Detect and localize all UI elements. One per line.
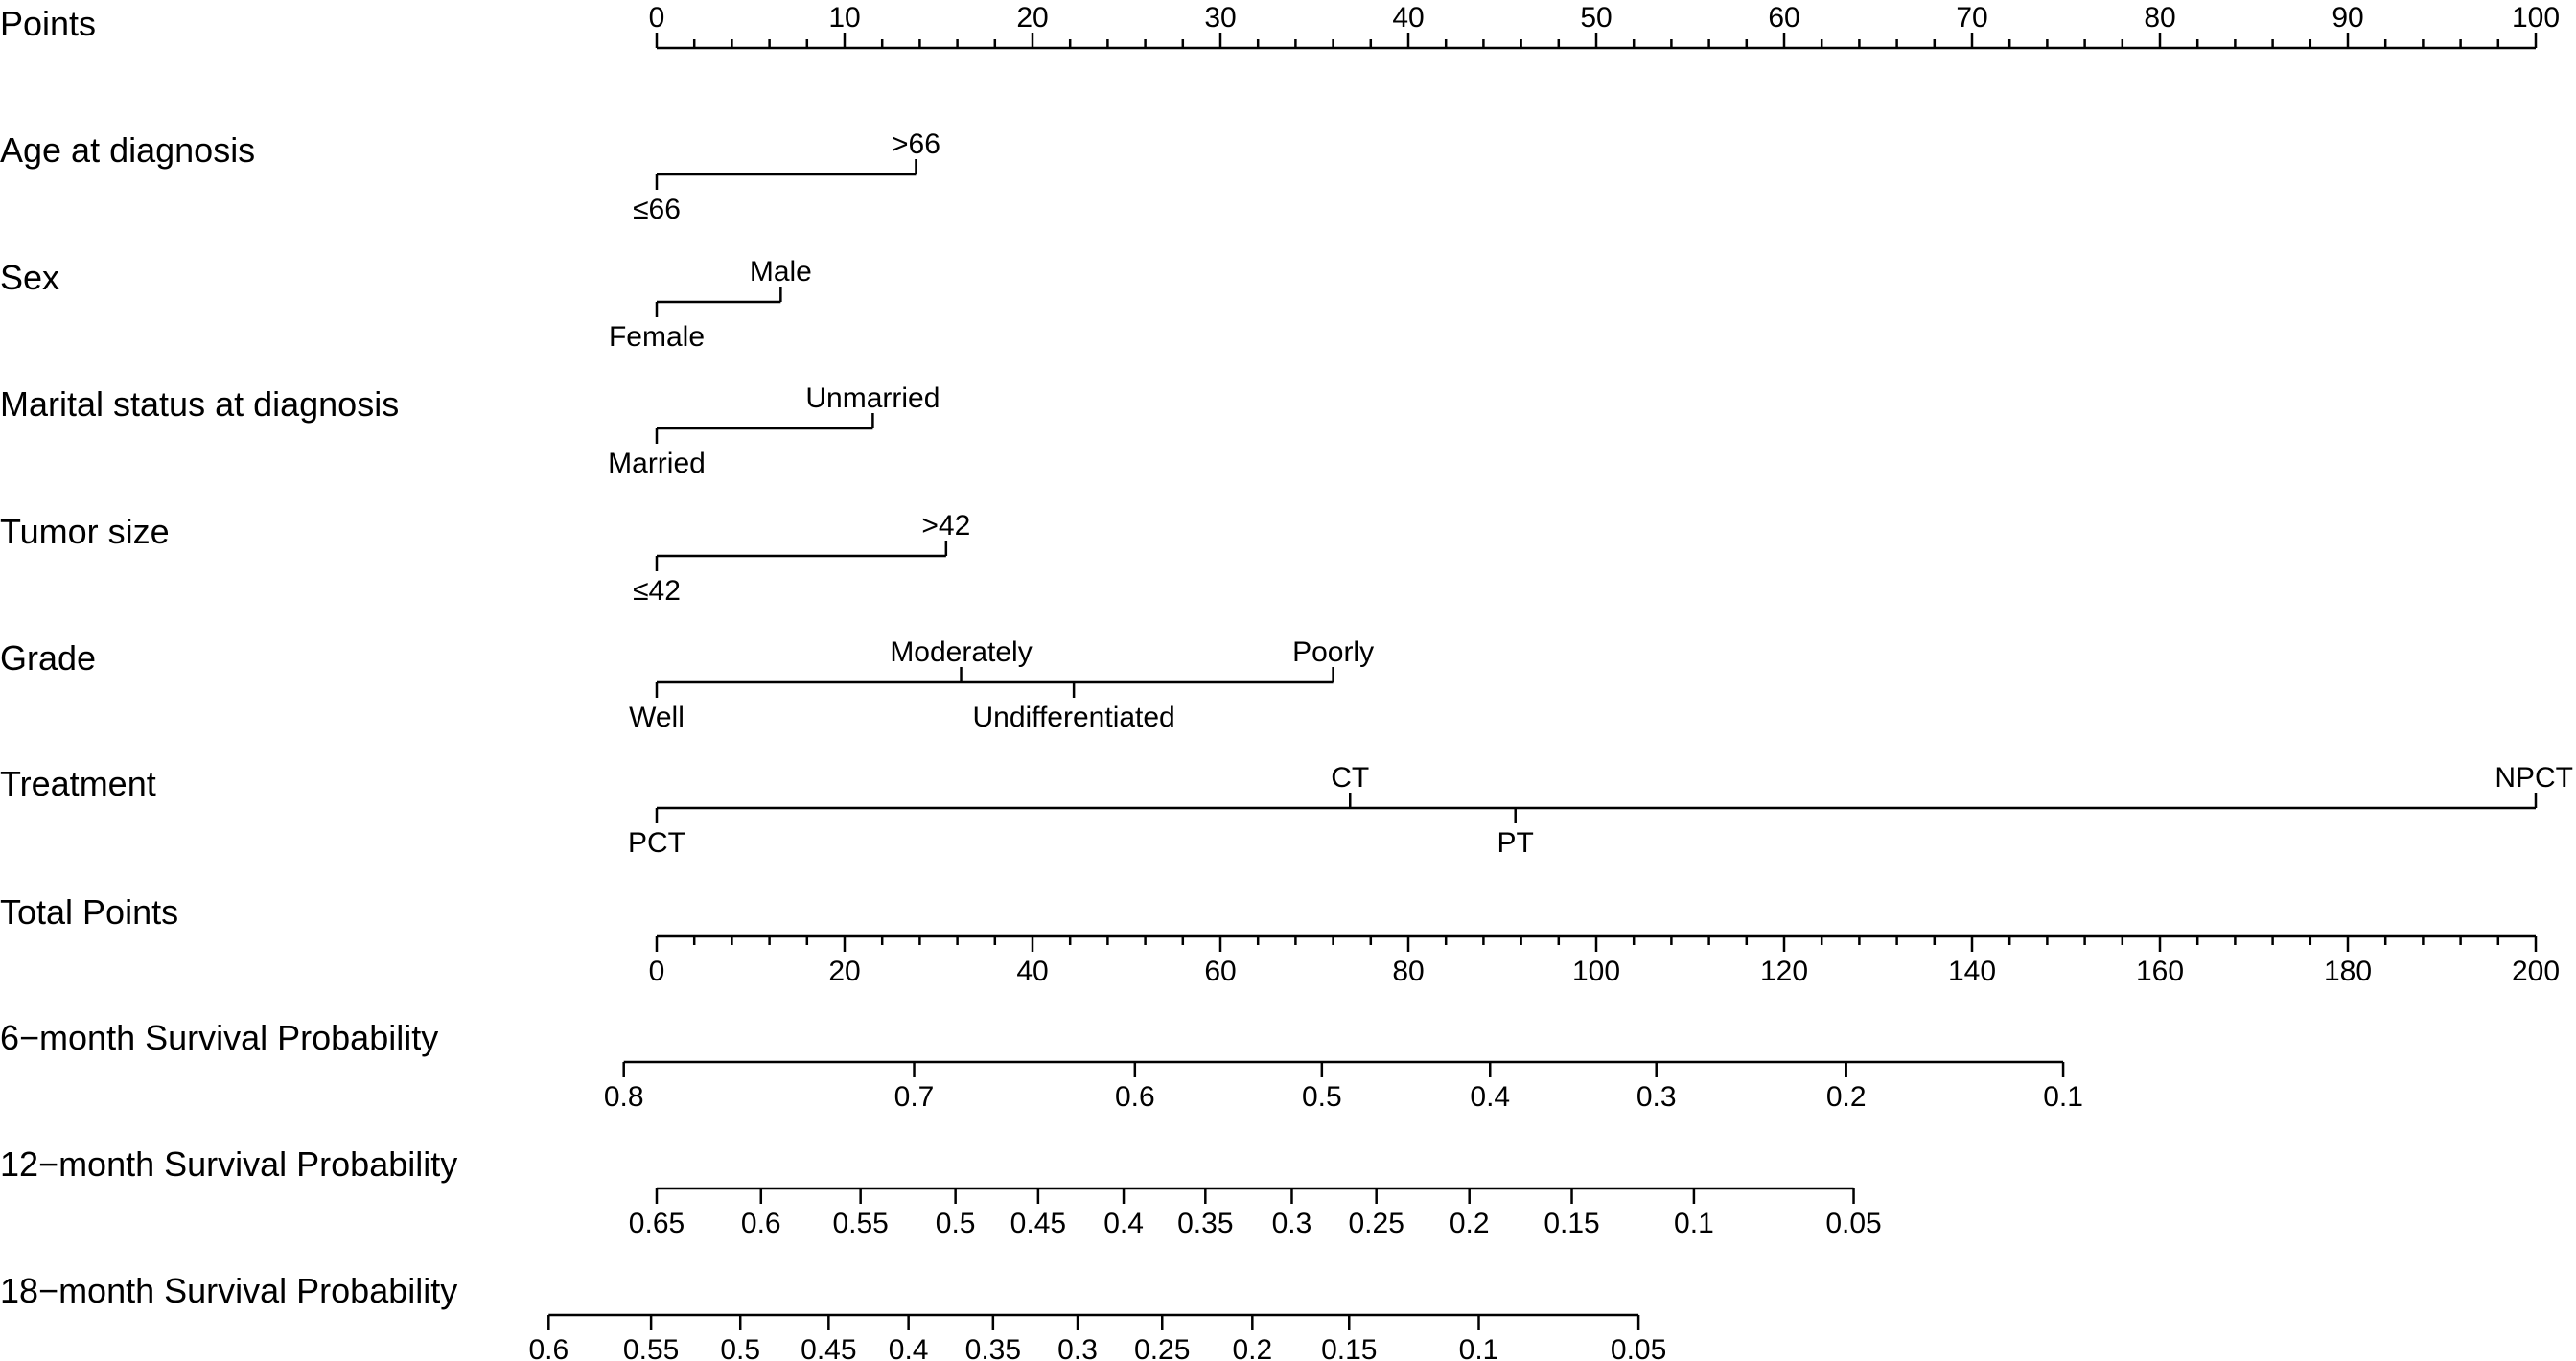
tick-label-points: 20 — [1016, 2, 1049, 34]
level-label-age-at-diagnosis: ≤66 — [633, 194, 681, 225]
prob-label-6-month-survival-probability: 0.1 — [2043, 1081, 2083, 1113]
row-label-points: Points — [0, 4, 97, 43]
row-label-18-month-survival-probability: 18−month Survival Probability — [0, 1271, 458, 1310]
row-label-total-points: Total Points — [0, 892, 179, 932]
tick-label-total-points: 120 — [1759, 956, 1809, 987]
prob-label-6-month-survival-probability: 0.4 — [1470, 1081, 1511, 1113]
level-label-grade: Well — [629, 702, 685, 733]
level-label-treatment: NPCT — [2495, 762, 2573, 794]
tick-label-total-points: 20 — [828, 956, 861, 987]
tick-label-total-points: 140 — [1947, 956, 1997, 987]
tick-label-points: 40 — [1392, 2, 1425, 34]
prob-label-6-month-survival-probability: 0.3 — [1636, 1081, 1677, 1113]
tick-label-points: 30 — [1204, 2, 1237, 34]
prob-label-18-month-survival-probability: 0.15 — [1321, 1334, 1378, 1361]
tick-label-points: 10 — [828, 2, 861, 34]
row-label-marital-status-at-diagnosis: Marital status at diagnosis — [0, 384, 400, 424]
prob-label-12-month-survival-probability: 0.55 — [832, 1208, 889, 1239]
level-label-marital-status-at-diagnosis: Married — [608, 448, 706, 479]
tick-label-points: 0 — [648, 2, 665, 34]
prob-label-6-month-survival-probability: 0.8 — [603, 1081, 644, 1113]
prob-label-12-month-survival-probability: 0.4 — [1103, 1208, 1144, 1239]
row-label-grade: Grade — [0, 638, 97, 678]
prob-label-12-month-survival-probability: 0.2 — [1449, 1208, 1490, 1239]
level-label-marital-status-at-diagnosis: Unmarried — [805, 382, 940, 414]
level-label-treatment: PCT — [628, 827, 685, 859]
tick-label-points: 80 — [2144, 2, 2176, 34]
tick-label-total-points: 200 — [2511, 956, 2561, 987]
level-label-tumor-size: >42 — [921, 510, 971, 542]
prob-label-18-month-survival-probability: 0.1 — [1458, 1334, 1499, 1361]
level-label-sex: Male — [749, 256, 812, 288]
row-label-sex: Sex — [0, 258, 60, 297]
tick-label-points: 70 — [1956, 2, 1988, 34]
level-label-grade: Undifferentiated — [972, 702, 1175, 733]
tick-label-total-points: 0 — [648, 956, 665, 987]
prob-label-6-month-survival-probability: 0.7 — [893, 1081, 935, 1113]
level-label-treatment: PT — [1497, 827, 1534, 859]
level-label-sex: Female — [608, 321, 706, 353]
row-label-treatment: Treatment — [0, 764, 156, 803]
tick-label-points: 50 — [1580, 2, 1613, 34]
prob-label-18-month-survival-probability: 0.55 — [622, 1334, 680, 1361]
prob-label-12-month-survival-probability: 0.1 — [1674, 1208, 1714, 1239]
tick-label-points: 60 — [1768, 2, 1800, 34]
prob-label-12-month-survival-probability: 0.45 — [1010, 1208, 1067, 1239]
prob-label-18-month-survival-probability: 0.3 — [1057, 1334, 1098, 1361]
tick-label-total-points: 160 — [2135, 956, 2185, 987]
row-label-tumor-size: Tumor size — [0, 512, 170, 551]
level-label-treatment: CT — [1331, 762, 1370, 794]
row-label-12-month-survival-probability: 12−month Survival Probability — [0, 1144, 458, 1184]
prob-label-6-month-survival-probability: 0.6 — [1114, 1081, 1155, 1113]
prob-label-18-month-survival-probability: 0.05 — [1610, 1334, 1667, 1361]
tick-label-points: 100 — [2511, 2, 2561, 34]
level-label-grade: Moderately — [890, 636, 1033, 668]
prob-label-18-month-survival-probability: 0.35 — [964, 1334, 1022, 1361]
tick-label-points: 90 — [2332, 2, 2364, 34]
prob-label-18-month-survival-probability: 0.2 — [1232, 1334, 1273, 1361]
prob-label-6-month-survival-probability: 0.5 — [1301, 1081, 1342, 1113]
row-label-6-month-survival-probability: 6−month Survival Probability — [0, 1018, 439, 1057]
tick-label-total-points: 40 — [1016, 956, 1049, 987]
prob-label-18-month-survival-probability: 0.5 — [720, 1334, 761, 1361]
level-label-tumor-size: ≤42 — [633, 575, 681, 607]
tick-label-total-points: 100 — [1571, 956, 1621, 987]
prob-label-12-month-survival-probability: 0.65 — [628, 1208, 685, 1239]
prob-label-18-month-survival-probability: 0.6 — [528, 1334, 569, 1361]
prob-label-6-month-survival-probability: 0.2 — [1825, 1081, 1867, 1113]
tick-label-total-points: 180 — [2323, 956, 2373, 987]
prob-label-12-month-survival-probability: 0.25 — [1348, 1208, 1404, 1239]
row-label-age-at-diagnosis: Age at diagnosis — [0, 130, 256, 170]
prob-label-12-month-survival-probability: 0.35 — [1177, 1208, 1234, 1239]
prob-label-18-month-survival-probability: 0.45 — [801, 1334, 857, 1361]
prob-label-12-month-survival-probability: 0.5 — [935, 1208, 976, 1239]
prob-label-12-month-survival-probability: 0.3 — [1271, 1208, 1312, 1239]
level-label-age-at-diagnosis: >66 — [892, 128, 940, 160]
tick-label-total-points: 60 — [1204, 956, 1237, 987]
prob-label-18-month-survival-probability: 0.25 — [1134, 1334, 1191, 1361]
prob-label-12-month-survival-probability: 0.15 — [1543, 1208, 1600, 1239]
level-label-grade: Poorly — [1292, 636, 1375, 668]
tick-label-total-points: 80 — [1392, 956, 1425, 987]
prob-label-18-month-survival-probability: 0.4 — [888, 1334, 929, 1361]
prob-label-12-month-survival-probability: 0.05 — [1825, 1208, 1882, 1239]
prob-label-12-month-survival-probability: 0.6 — [740, 1208, 781, 1239]
